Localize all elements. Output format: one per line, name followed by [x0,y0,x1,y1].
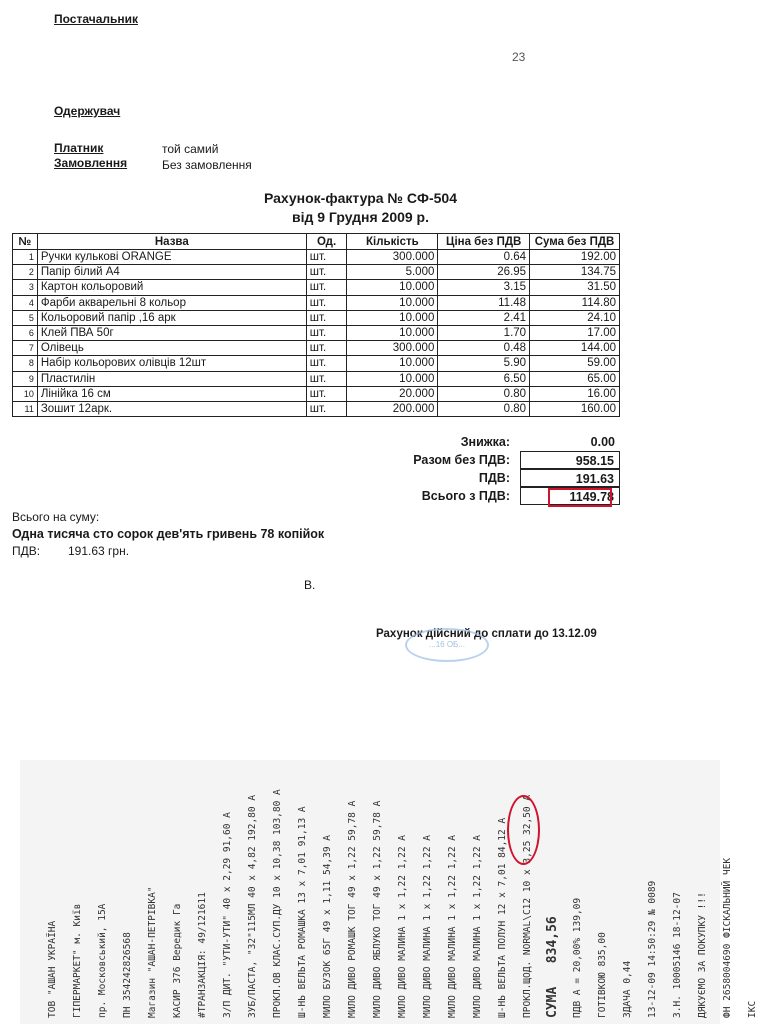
receipt-line: пр. Московський, 15А [97,903,108,1018]
subtotal-row [290,451,620,469]
order-value: Без замовлення [162,158,252,172]
receipt-datetime: 13-12-09 14:50:29 № 0089 [647,880,658,1018]
receipt-thanks: ДЯКУЄМО ЗА ПОКУПКУ !!! [697,892,708,1018]
col-header: Од. [306,234,347,250]
receipt-line: ПН 354242826568 [122,932,133,1018]
item-unit: шт. [306,386,347,401]
discount-row [290,433,620,451]
receipt-line: МИЛО ДИВО МАЛИНА 1 x 1,22 1,22 А [447,834,458,1018]
total-label: Всього з ПДВ: [421,489,510,503]
total-highlight-mark [548,488,612,507]
row-number: 6 [13,325,38,340]
item-name: Клей ПВА 50г [37,325,306,340]
table-row [13,401,620,416]
receipt-line: ТОВ "АШАН УКРАЇНА [47,920,58,1018]
vat-value: 191.63 [520,469,620,487]
col-header: Ціна без ПДВ [438,234,530,250]
item-price: 11.48 [438,295,530,310]
item-sum: 24.10 [530,310,620,325]
item-sum: 31.50 [530,280,620,295]
row-number: 3 [13,280,38,295]
item-qty: 10.000 [347,356,438,371]
item-unit: шт. [306,265,347,280]
receipt-line: З/П ДИТ. "УТИ-УТИ" 40 x 2,29 91,60 А [222,812,233,1018]
table-header-row [13,234,620,250]
row-number: 9 [13,371,38,386]
receipt-line: Ш-НЬ ВЕЛЬТА РОМАШКА 13 x 7,01 91,13 А [297,806,308,1018]
vat-label: ПДВ: [478,471,510,485]
invoice-date: від 9 Грудня 2009 р. [291,209,430,225]
col-header: Назва [37,234,306,250]
subtotal-label: Разом без ПДВ: [413,453,510,467]
item-price: 1.70 [438,325,530,340]
row-number: 7 [13,341,38,356]
receipt-line: МИЛО БУЗОК 65Г 49 x 1,11 54,39 А [322,834,333,1018]
signature-fragment: В. [304,578,316,592]
payer-value: той самий [162,142,219,156]
valid-until: Рахунок дійсний до сплати до 13.12.09 [376,628,597,640]
item-price: 5.90 [438,356,530,371]
row-number: 2 [13,265,38,280]
receipt-vat: ПДВ А = 20,00% 139,09 [572,897,583,1018]
item-unit: шт. [306,280,347,295]
item-qty: 300.000 [347,250,438,265]
item-sum: 192.00 [530,250,620,265]
vat-row [290,469,620,487]
receipt-line: МИЛО ДИВО ЯБЛУКО ТОГ 49 x 1,22 59,78 А [372,800,383,1018]
item-price: 3.15 [438,280,530,295]
item-name: Лінійка 16 см [37,386,306,401]
item-name: Папір білий А4 [37,265,306,280]
row-number: 8 [13,356,38,371]
item-price: 0.64 [438,250,530,265]
item-sum: 16.00 [530,386,620,401]
item-unit: шт. [306,356,347,371]
col-header: Кількість [347,234,438,250]
receipt-line: ЗУБ/ПАСТА, "32"115МЛ 40 x 4,82 192,80 А [247,794,258,1018]
number-fragment: 23 [512,50,526,64]
total-value: 1149.78 [520,487,620,505]
order-label: Замовлення [54,156,128,170]
item-price: 26.95 [438,265,530,280]
item-price: 0.80 [438,386,530,401]
receipt-line: МИЛО ДИВО РОМАШК ТОГ 49 x 1,22 59,78 А [347,800,358,1018]
receipt-line: КАСИР 376 Вередик Га [172,903,183,1018]
receipt-line: Ш-НЬ ВЕЛЬТА ПОЛУН 12 x 7,01 84,12 А [497,817,508,1018]
table-row [13,341,620,356]
item-qty: 5.000 [347,265,438,280]
receipt [40,778,765,1018]
subtotal-value: 958.15 [520,451,620,469]
footer-vat-label: ПДВ: [12,544,41,558]
receipt-cash: ГОТІВКОЮ 835,00 [597,932,608,1018]
row-number: 5 [13,310,38,325]
item-sum: 144.00 [530,341,620,356]
receipt-sum: СУМА 834,56 [545,916,560,1018]
item-price: 0.80 [438,401,530,416]
item-sum: 65.00 [530,371,620,386]
receipt-sum-circle-mark [507,795,540,865]
item-price: 0.48 [438,341,530,356]
item-name: Картон кольоровий [37,280,306,295]
row-number: 4 [13,295,38,310]
item-unit: шт. [306,341,347,356]
items-table [12,233,620,417]
item-name: Зошит 12арк. [37,401,306,416]
receipt-line: ПРОКЛ.ОВ КЛАС.СУП.ДУ 10 x 10,38 103,80 А [272,789,283,1018]
item-name: Фарби акварельні 8 кольор [37,295,306,310]
col-header: № [13,234,38,250]
item-qty: 200.000 [347,401,438,416]
item-qty: 10.000 [347,310,438,325]
item-qty: 20.000 [347,386,438,401]
discount-label: Знижка: [460,435,510,449]
table-row [13,386,620,401]
item-name: Олівець [37,341,306,356]
item-qty: 10.000 [347,295,438,310]
discount-value: 0.00 [590,435,615,449]
table-row [13,356,620,371]
row-number: 10 [13,386,38,401]
sum-label: Всього на суму: [12,510,100,524]
item-name: Пластилін [37,371,306,386]
item-qty: 300.000 [347,341,438,356]
footer-vat-value: 191.63 грн. [68,544,130,558]
item-qty: 10.000 [347,280,438,295]
receiver-label: Одержувач [54,104,121,118]
receipt-line: ГІПЕРМАРКЕТ" м. Київ [72,903,83,1018]
col-header: Сума без ПДВ [530,234,620,250]
item-name: Кольоровий папір ,16 арк [37,310,306,325]
receipt-line: Магазин "АШАН-ПЕТРІВКА" [147,886,158,1018]
item-unit: шт. [306,250,347,265]
item-sum: 59.00 [530,356,620,371]
receipt-id: З.Н. 10005146 18-12-07 [672,892,683,1018]
receipt-change: ЗДАЧА 0,44 [622,960,633,1018]
receipt-line: МИЛО ДИВО МАЛИНА 1 x 1,22 1,22 А [472,834,483,1018]
sum-words: Одна тисяча сто сорок дев'ять гривень 78 копійок [12,527,325,541]
item-unit: шт. [306,401,347,416]
receipt-line: #ТРАНЗАКЦІЯ: 49/121611 [197,892,208,1018]
receipt-fiscal: ФН 2658004690 ФІСКАЛЬНИЙ ЧЕК [722,857,733,1018]
item-qty: 10.000 [347,371,438,386]
item-price: 2.41 [438,310,530,325]
receipt-mark: ІКС [747,1000,758,1018]
item-unit: шт. [306,325,347,340]
table-row [13,250,620,265]
item-name: Ручки кулькові ORANGE [37,250,306,265]
item-sum: 160.00 [530,401,620,416]
item-sum: 134.75 [530,265,620,280]
receipt-line: МИЛО ДИВО МАЛИНА 1 x 1,22 1,22 А [397,834,408,1018]
table-row [13,295,620,310]
item-qty: 10.000 [347,325,438,340]
row-number: 11 [13,401,38,416]
item-unit: шт. [306,310,347,325]
row-number: 1 [13,250,38,265]
receipt-line: ПРОКЛ.ЩОД. NORMAL\С12 10 x 3,25 32,50 А [522,794,533,1018]
table-row [13,280,620,295]
table-row [13,325,620,340]
table-row [13,265,620,280]
item-price: 6.50 [438,371,530,386]
supplier-label: Постачальник [54,12,138,26]
invoice-title: Рахунок-фактура № СФ-504 [263,190,457,206]
item-sum: 17.00 [530,325,620,340]
table-row [13,310,620,325]
item-unit: шт. [306,371,347,386]
receipt-line: МИЛО ДИВО МАЛИНА 1 x 1,22 1,22 А [422,834,433,1018]
table-row [13,371,620,386]
item-unit: шт. [306,295,347,310]
stamp-mark: ...16 ОБ... [405,628,489,662]
item-name: Набір кольорових олівців 12шт [37,356,306,371]
item-sum: 114.80 [530,295,620,310]
payer-label: Платник [54,141,104,155]
